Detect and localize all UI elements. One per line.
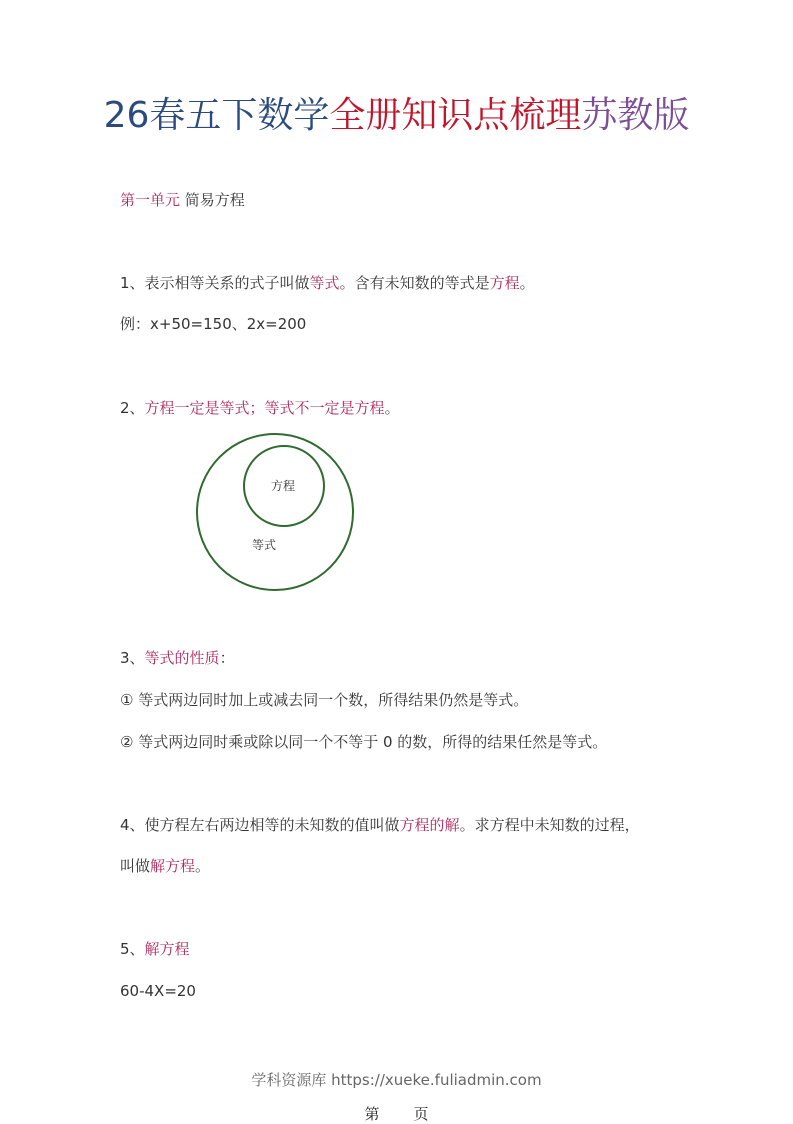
point-3-number: 3、 [120,649,145,667]
unit-label: 第一单元 [120,191,181,209]
point-1-text-a: 1、表示相等关系的式子叫做 [120,274,310,292]
term-solution: 方程的解 [399,816,460,834]
point-2-statement: 方程一定是等式；等式不一定是方程 [144,399,385,417]
point-5-number: 5、 [120,940,145,958]
property-1: ① 等式两边同时加上或减去同一个数，所得结果仍然是等式。 [120,691,529,709]
point-2 [120,397,400,419]
title-part-topic: 全册知识点梳理 [329,95,582,136]
page-prefix: 第 [364,1105,380,1123]
point-5 [120,938,190,960]
point-1-text-c: 。含有未知数的等式是 [339,274,490,292]
title-part-edition: 苏教版 [581,95,690,136]
unit-heading [120,189,245,211]
outer-circle-equation [197,434,353,590]
point-3 [120,647,235,669]
point-4-text-f: 。 [195,857,211,875]
footer-source: 学科资源库 https://xueke.fuliadmin.com [251,1071,542,1089]
equation-line: 60-4X=20 [120,982,196,1000]
point-4-text-d: 叫做 [120,857,151,875]
outer-circle-label: 等式 [251,538,277,552]
term-equation: 等式 [309,274,340,292]
term-equation-properties: 等式的性质 [144,649,220,667]
example-line: 例：x+50=150、2x=200 [120,315,307,333]
term-solve-equation: 解方程 [144,940,190,958]
point-4-text-c: 。求方程中未知数的过程， [459,816,640,834]
point-3-colon: ： [219,649,235,667]
point-4 [120,814,640,836]
point-2-period: 。 [384,399,400,417]
title-part-grade: 26春五下数学 [103,95,330,136]
unit-name: 简易方程 [180,191,245,209]
venn-diagram [195,432,420,597]
property-2: ② 等式两边同时乘或除以同一个不等于 0 的数，所得的结果任然是等式。 [120,733,608,751]
term-fangcheng: 方程 [489,274,520,292]
point-4-text-a: 4、使方程左右两边相等的未知数的值叫做 [120,816,400,834]
point-1 [120,272,535,294]
footer-page-number [0,1103,793,1124]
point-1-text-e: 。 [519,274,535,292]
inner-circle-label: 方程 [270,479,296,493]
page-suffix: 页 [413,1105,429,1123]
term-solving: 解方程 [150,857,196,875]
point-2-number: 2、 [120,399,145,417]
point-4-continued [120,855,210,877]
document-title [0,90,793,142]
